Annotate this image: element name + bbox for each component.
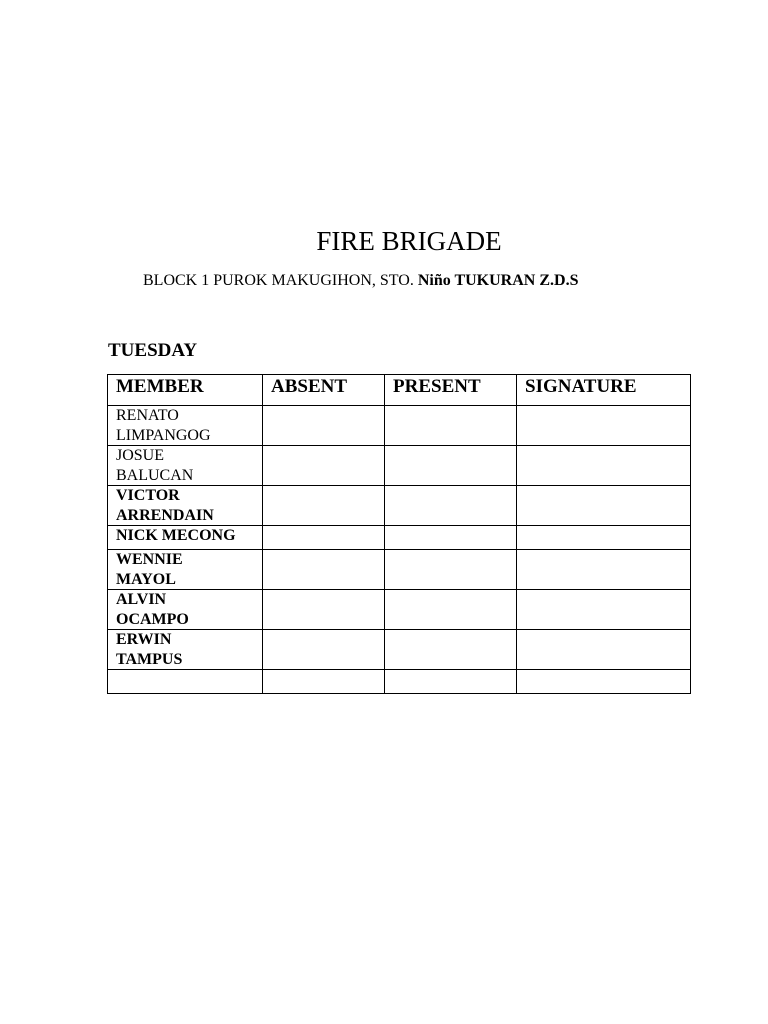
header-row	[108, 375, 691, 406]
member-name-line2: LIMPANGOG	[116, 426, 211, 444]
attendance-table	[107, 374, 691, 694]
present-cell[interactable]	[385, 670, 517, 694]
member-cell	[108, 590, 263, 630]
signature-cell[interactable]	[517, 630, 691, 670]
absent-cell[interactable]	[263, 550, 385, 590]
signature-cell[interactable]	[517, 446, 691, 486]
signature-cell[interactable]	[517, 670, 691, 694]
member-name-line1: VICTOR	[116, 487, 180, 504]
absent-cell[interactable]	[263, 630, 385, 670]
member-name-line2: OCAMPO	[116, 610, 189, 628]
present-cell[interactable]	[385, 550, 517, 590]
member-name-line1: RENATO	[116, 407, 179, 424]
present-cell[interactable]	[385, 590, 517, 630]
member-name-line2: MAYOL	[116, 570, 176, 588]
member-name-line1: WENNIE	[116, 551, 183, 568]
member-name-line2: TAMPUS	[116, 650, 183, 668]
table-row	[108, 590, 691, 630]
member-cell	[108, 406, 263, 446]
signature-cell[interactable]	[517, 590, 691, 630]
member-cell	[108, 630, 263, 670]
address-bold: Niño TUKURAN Z.D.S	[417, 272, 579, 289]
member-cell	[108, 446, 263, 486]
member-name-line2: ARRENDAIN	[116, 506, 214, 524]
member-cell	[108, 526, 263, 550]
header-member: MEMBER	[108, 375, 263, 406]
present-cell[interactable]	[385, 446, 517, 486]
signature-cell[interactable]	[517, 526, 691, 550]
absent-cell[interactable]	[263, 486, 385, 526]
table-row	[108, 630, 691, 670]
absent-cell[interactable]	[263, 670, 385, 694]
absent-cell[interactable]	[263, 446, 385, 486]
table-row	[108, 446, 691, 486]
member-name-line2: BALUCAN	[116, 466, 194, 484]
member-name-line1: JOSUE	[116, 447, 165, 464]
address-line	[143, 271, 578, 291]
table-row	[108, 406, 691, 446]
table-row	[108, 670, 691, 694]
member-name-line1: ALVIN	[116, 591, 167, 608]
signature-cell[interactable]	[517, 486, 691, 526]
signature-cell[interactable]	[517, 406, 691, 446]
header-present: PRESENT	[385, 375, 517, 406]
header-signature: SIGNATURE	[517, 375, 691, 406]
signature-cell[interactable]	[517, 550, 691, 590]
present-cell[interactable]	[385, 406, 517, 446]
present-cell[interactable]	[385, 526, 517, 550]
member-cell	[108, 550, 263, 590]
document-title: FIRE BRIGADE	[316, 226, 502, 256]
present-cell[interactable]	[385, 630, 517, 670]
member-name-line1: ERWIN	[116, 631, 172, 648]
absent-cell[interactable]	[263, 406, 385, 446]
table-row	[108, 486, 691, 526]
member-cell[interactable]	[108, 670, 263, 694]
header-absent: ABSENT	[263, 375, 385, 406]
absent-cell[interactable]	[263, 526, 385, 550]
member-name-line1: NICK MECONG	[116, 527, 236, 544]
table-row	[108, 526, 691, 550]
member-cell	[108, 486, 263, 526]
day-heading: TUESDAY	[108, 340, 198, 361]
address-regular: BLOCK 1 PUROK MAKUGIHON, STO.	[143, 272, 418, 289]
absent-cell[interactable]	[263, 590, 385, 630]
present-cell[interactable]	[385, 486, 517, 526]
table-row	[108, 550, 691, 590]
